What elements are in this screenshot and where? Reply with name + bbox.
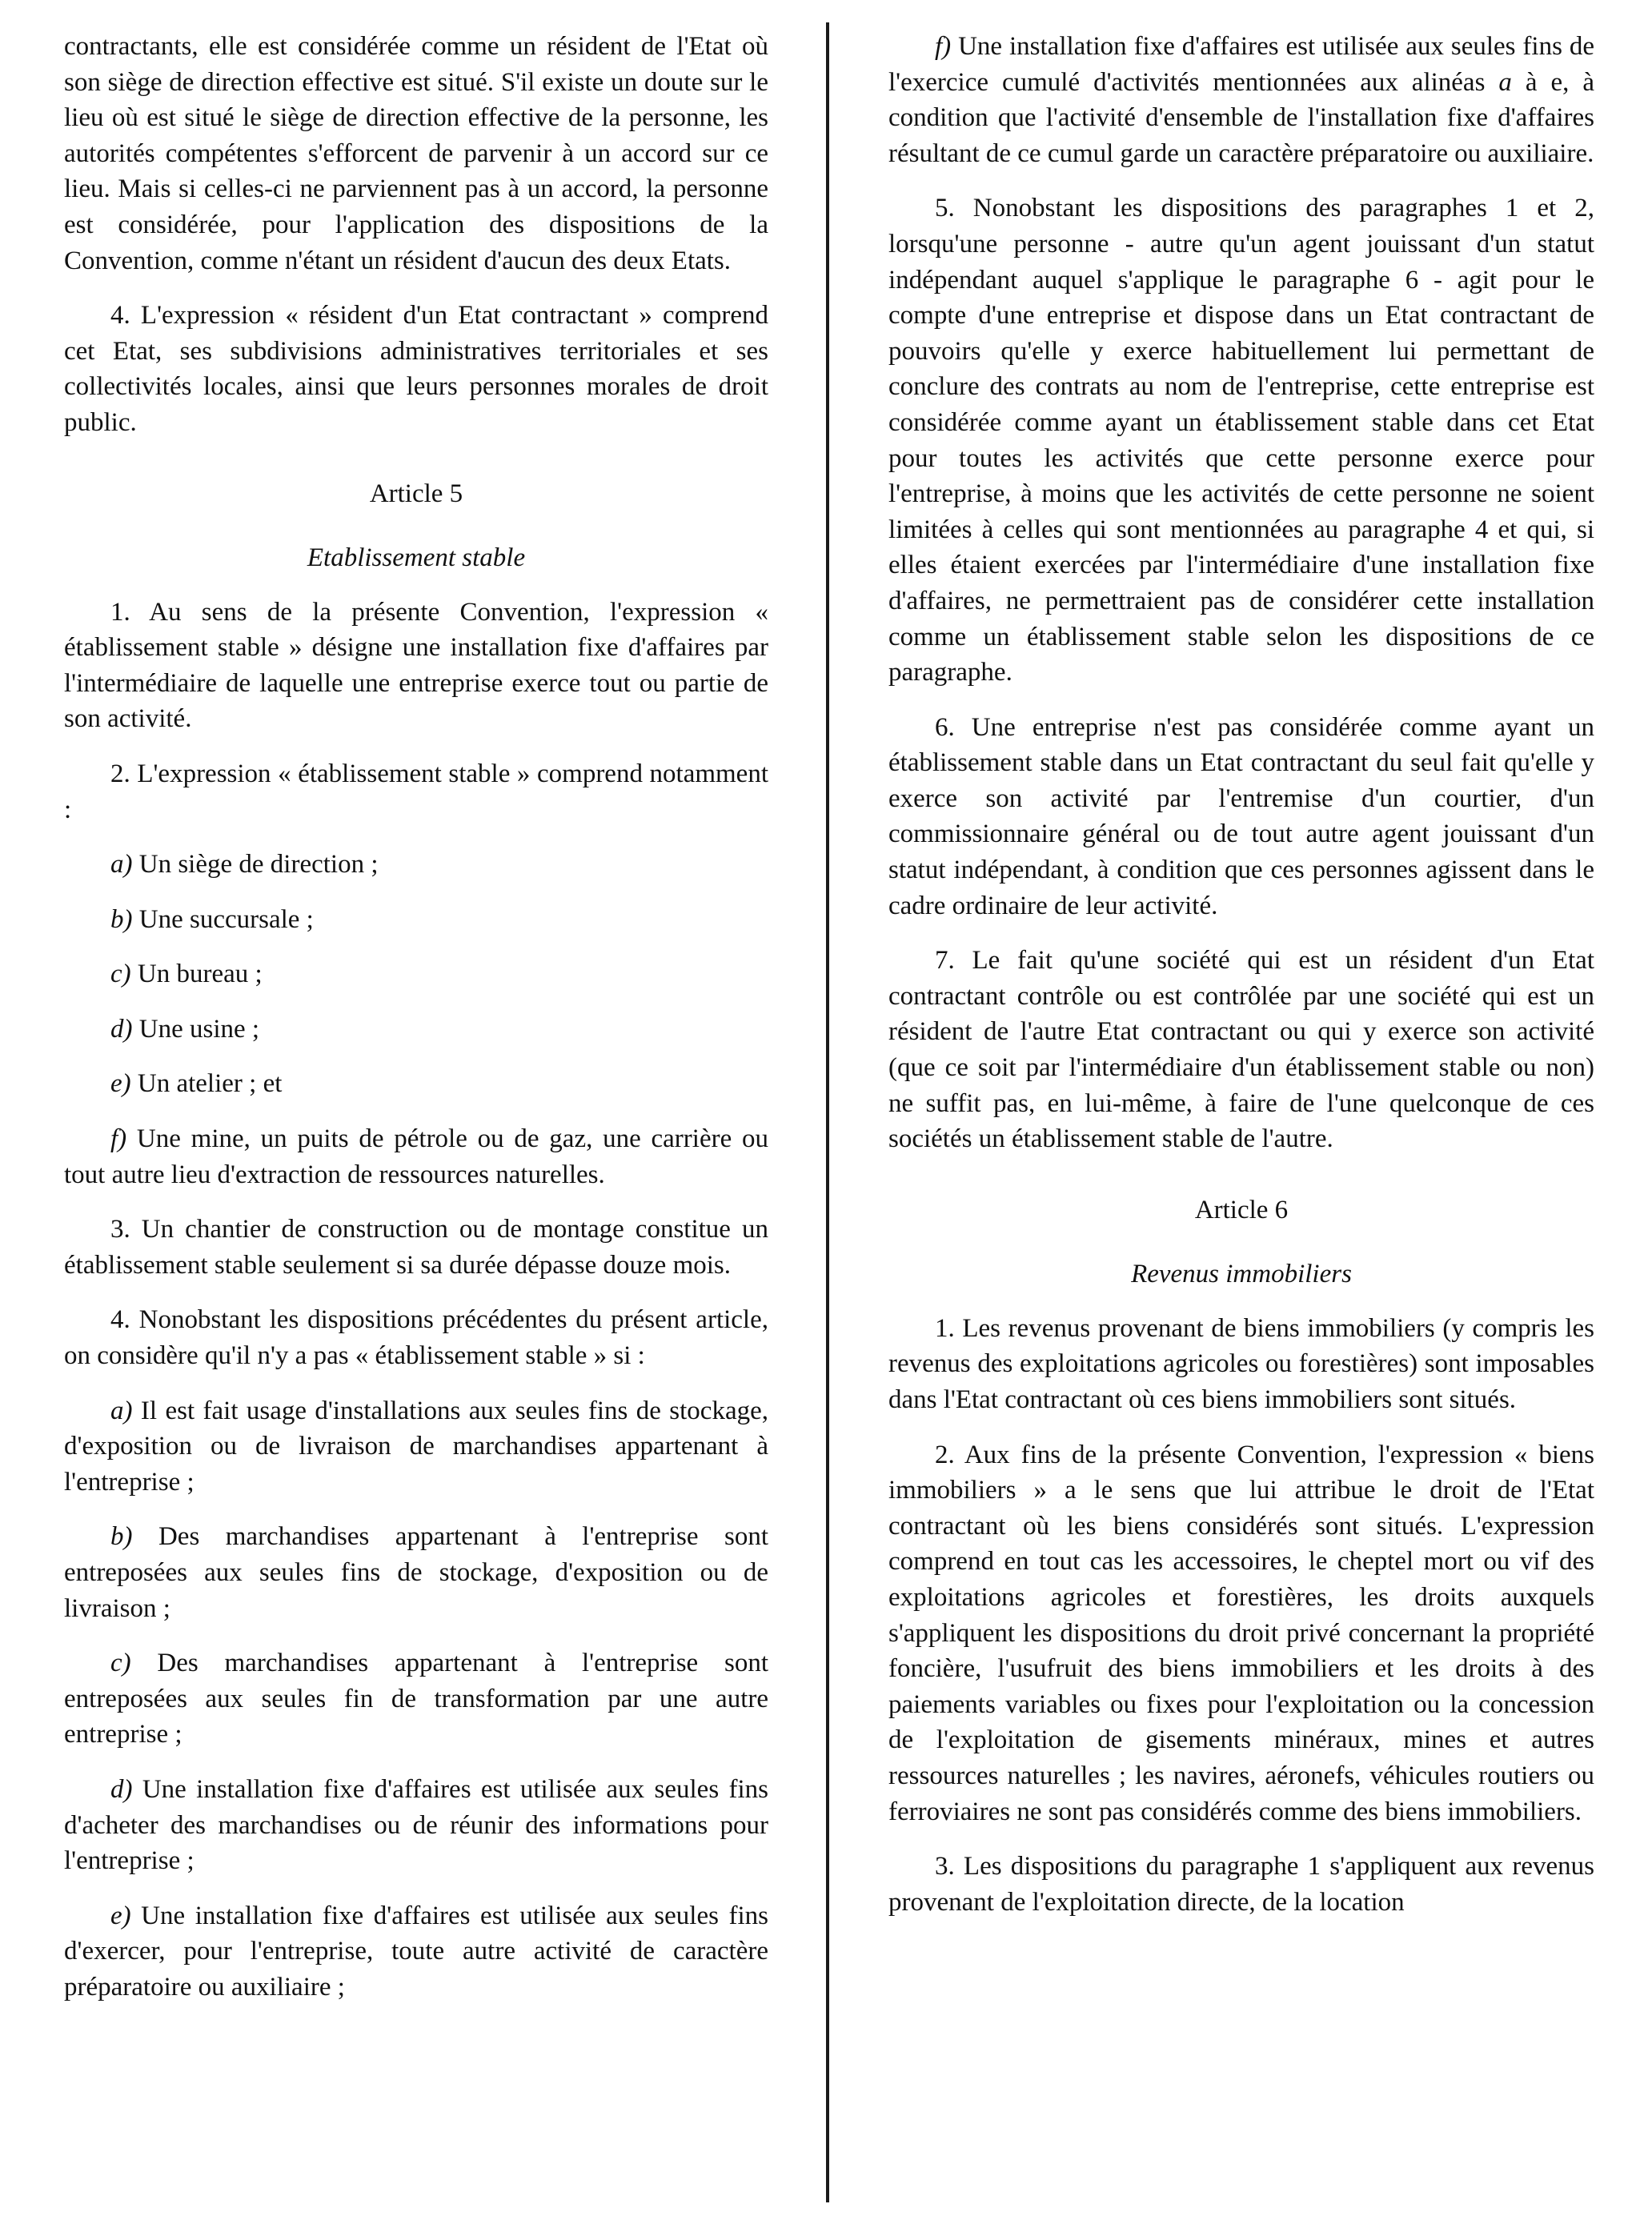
list-label: b) (110, 1522, 133, 1552)
list-item-4e (64, 1898, 768, 2006)
list-text: Une usine ; (132, 1014, 260, 1044)
list-item-4f (888, 29, 1594, 171)
paragraph-4-resident: 4. L'expression « résident d'un Etat contractant » comprend cet Etat, ses subdivisions administratives territoriales et ses collectivités locales, ainsi que leurs personnes morales de droit public. (64, 301, 768, 437)
paragraph-residence-continued: contractants, elle est considérée comme un résident de l'Etat où son siège de direction effective est situé. S'il existe un doute sur le lieu où est situé le siège de direction effective de la personne, les autorités compétentes s'efforcent de parvenir à un accord sur ce lieu. Mais si celles-ci ne parviennent pas à un accord, la personne est considérée, pour l'application des dispositions de la Convention, comme n'étant un résident d'aucun des deux Etats. (64, 32, 768, 275)
paragraph-5-2: 2. L'expression « établissement stable » comprend notamment : (64, 759, 768, 824)
list-label: f) (110, 1124, 127, 1154)
list-label: b) (110, 904, 133, 934)
list-label: e) (110, 1069, 131, 1099)
list-text: Une succursale ; (132, 904, 314, 934)
list-text: Une installation fixe d'affaires est utilisée aux seules fins d'exercer, pour l'entreprise, toute autre activité de caractère préparatoire ou auxiliaire ; (64, 1901, 768, 2002)
paragraph-5-4: 4. Nonobstant les dispositions précédentes du présent article, on considère qu'il n'y a pas « établissement stable » si : (64, 1305, 768, 1371)
list-text: Des marchandises appartenant à l'entreprise sont entreposées aux seules fins de stockage, d'exposition ou de livraison ; (64, 1522, 768, 1623)
paragraph-6-1: 1. Les revenus provenant de biens immobiliers (y compris les revenus des exploitations agricoles ou forestières) sont imposables dans l'Etat contractant où ces biens immobiliers sont situés. (888, 1313, 1594, 1414)
list-label: a) (110, 850, 133, 880)
paragraph-5-6: 6. Une entreprise n'est pas considérée comme ayant un établissement stable dans un Etat contractant du seul fait qu'elle y exerce son activité par l'entremise d'un courtier, d'un commissionnaire général ou de tout autre agent jouissant d'un statut indépendant, à condition que ces personnes agissent dans le cadre ordinaire de leur activité. (888, 712, 1594, 920)
list-label: d) (110, 1774, 133, 1804)
paragraph-5-1: 1. Au sens de la présente Convention, l'expression « établissement stable » désigne une installation fixe d'affaires par l'intermédiaire de laquelle une entreprise exerce tout ou partie de son activité. (64, 597, 768, 734)
list-label: e) (110, 1901, 131, 1930)
article-6-heading: Article 6 (1194, 1195, 1289, 1224)
list-text: à e, à condition que l'activité d'ensemble de l'installation fixe d'affaires résultant de ce cumul garde un caractère préparatoire ou auxiliaire. (888, 67, 1594, 168)
list-item-2a (64, 847, 768, 883)
right-column (888, 29, 1594, 1939)
list-text: Une installation fixe d'affaires est utilisée aux seules fins d'acheter des marchandises ou de réunir des informations pour l'entreprise ; (64, 1774, 768, 1876)
list-label: d) (110, 1014, 133, 1044)
list-text: Un atelier ; et (130, 1069, 283, 1099)
paragraph-5-3: 3. Un chantier de construction ou de montage constitue un établissement stable seulement si sa durée dépasse douze mois. (64, 1215, 768, 1280)
column-divider (826, 22, 829, 2202)
list-item-4b (64, 1519, 768, 1626)
list-label: c) (110, 1649, 131, 1678)
list-item-4d (64, 1772, 768, 1879)
article-5-subtitle: Etablissement stable (307, 543, 526, 572)
list-label: f) (935, 32, 952, 61)
paragraph-6-2: 2. Aux fins de la présente Convention, l'expression « biens immobiliers » a le sens que lui attribue le droit de l'Etat contractant où les biens considérés sont situés. L'expression comprend en tout cas les accessoires, le cheptel mort ou vif des exploitations agricoles et forestières, les droits auxquels s'appliquent les dispositions du droit privé concernant la propriété foncière, l'usufruit des biens immobiliers et les droits à des paiements variables ou fixes pour l'exploitation ou la concession de l'exploitation de gisements minéraux, mines et autres ressources naturelles ; les navires, aéronefs, véhicules routiers ou ferroviaires ne sont pas considérés comme des biens immobiliers. (888, 1440, 1594, 1826)
paragraph-5-5: 5. Nonobstant les dispositions des paragraphes 1 et 2, lorsqu'une personne - autre qu'un agent jouissant d'un statut indépendant auquel s'applique le paragraphe 6 - agit pour le compte d'une entreprise et dispose dans un Etat contractant de pouvoirs qu'elle y exerce habituellement lui permettant de conclure des contrats au nom de l'entreprise, cette entreprise est considérée comme ayant un établissement stable dans cet Etat pour toutes les activités que cette personne exerce pour l'entreprise, à moins que les activités de cette personne ne soient limitées à celles qui sont mentionnées au paragraphe 4 et qui, si elles étaient exercées par l'intermédiaire d'une installation fixe d'affaires, ne permettraient pas de considérer cette installation comme un établissement stable selon les dispositions de ce paragraphe. (888, 194, 1594, 687)
list-item-4a (64, 1393, 768, 1501)
list-text-italic-a: a (1498, 67, 1512, 97)
list-item-2b (64, 902, 768, 938)
list-item-2f (64, 1121, 768, 1192)
list-item-4c (64, 1645, 768, 1753)
list-text: Il est fait usage d'installations aux seules fins de stockage, d'exposition ou de livraison de marchandises appartenant à l'entreprise ; (64, 1396, 768, 1497)
article-5-heading: Article 5 (369, 479, 463, 508)
list-text: Une installation fixe d'affaires est utilisée aux seules fins de l'exercice cumulé d'activités mentionnées aux alinéas (888, 32, 1594, 97)
list-label: c) (110, 960, 131, 989)
list-item-2d (64, 1012, 768, 1048)
list-label: a) (110, 1396, 133, 1425)
article-6-subtitle: Revenus immobiliers (1131, 1259, 1352, 1288)
list-text: Une mine, un puits de pétrole ou de gaz, une carrière ou tout autre lieu d'extraction de ressources naturelles. (64, 1124, 768, 1189)
list-text: Des marchandises appartenant à l'entreprise sont entreposées aux seules fin de transformation par une autre entreprise ; (64, 1649, 768, 1749)
paragraph-5-7: 7. Le fait qu'une société qui est un résident d'un Etat contractant contrôle ou est contrôlée par une société qui est un résident de l'autre Etat contractant ou qui y exerce son activité (que ce soit par l'intermédiaire d'un établissement stable ou non) ne suffit pas, en lui-même, à faire de l'une quelconque de ces sociétés un établissement stable de l'autre. (888, 946, 1594, 1154)
left-column (64, 29, 768, 2025)
list-item-2c (64, 956, 768, 992)
list-text: Un bureau ; (130, 960, 263, 989)
list-text: Un siège de direction ; (132, 850, 379, 880)
list-item-2e (64, 1066, 768, 1102)
paragraph-6-3: 3. Les dispositions du paragraphe 1 s'appliquent aux revenus provenant de l'exploitation directe, de la location (888, 1852, 1594, 1917)
